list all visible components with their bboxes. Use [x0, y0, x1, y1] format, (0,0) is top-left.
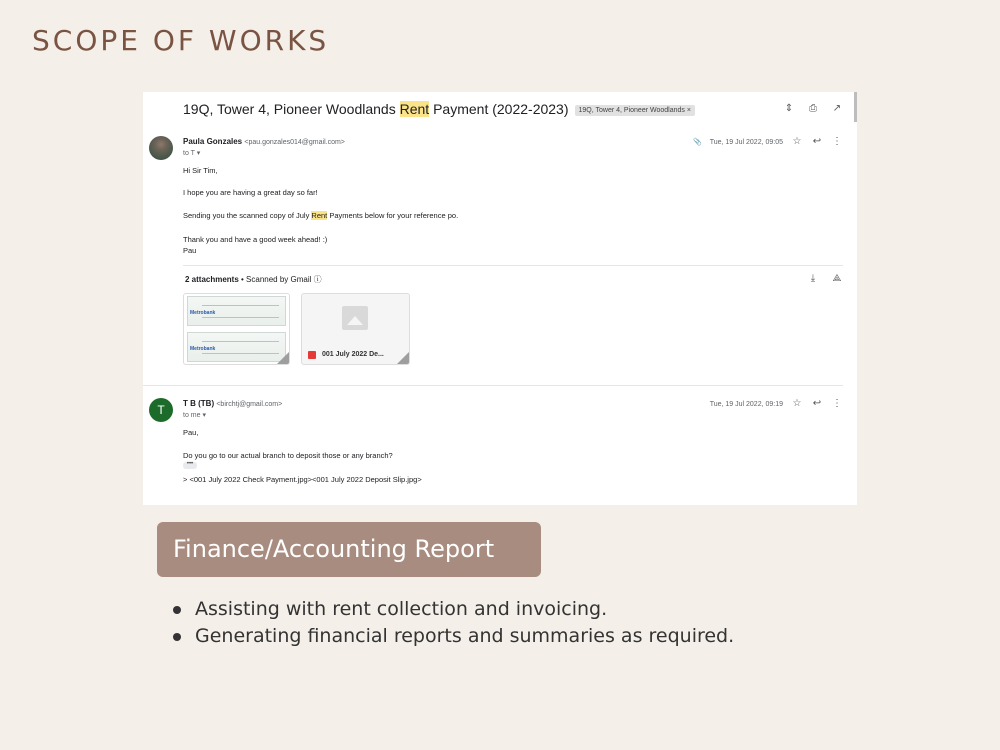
- star-icon[interactable]: ☆: [792, 398, 802, 409]
- section-badge-label: Finance/Accounting Report: [173, 535, 495, 563]
- attachments-header: [185, 274, 322, 285]
- timestamp: Tue, 19 Jul 2022, 09:19: [709, 400, 783, 408]
- sender-line: [183, 137, 345, 146]
- label-chip[interactable]: 19Q, Tower 4, Pioneer Woodlands ×: [575, 105, 695, 116]
- avatar[interactable]: T: [149, 398, 173, 422]
- check-image: [187, 296, 286, 326]
- body-line: I hope you are having a great day so far!: [183, 188, 318, 197]
- body-text: Sending you the scanned copy of July: [183, 211, 312, 220]
- reply-icon[interactable]: ↩: [812, 136, 822, 147]
- more-icon[interactable]: ⋮: [832, 136, 842, 147]
- recipient-dropdown[interactable]: to me ▾: [183, 412, 206, 419]
- download-icon[interactable]: ⤓: [810, 273, 816, 284]
- message-meta: [710, 398, 843, 410]
- attachment-thumbnail-check[interactable]: [183, 293, 290, 365]
- body-text: Payments below for your reference po.: [327, 211, 459, 220]
- fold-corner: [277, 352, 289, 364]
- divider: [183, 265, 843, 266]
- body-signoff: Pau: [183, 246, 197, 255]
- print-icon[interactable]: ⎙: [809, 103, 817, 114]
- sender-email: <birchtj@gmail.com>: [216, 401, 283, 408]
- scanned-note: • Scanned by Gmail ⓘ: [238, 275, 322, 284]
- subject-part-1: 19Q, Tower 4, Pioneer Woodlands: [183, 101, 400, 117]
- collapse-icon[interactable]: ⇕: [784, 103, 794, 114]
- paperclip-icon: 📎: [692, 139, 702, 146]
- bullet-item: Assisting with rent collection and invoicing.: [172, 596, 734, 623]
- image-file-icon: [308, 351, 316, 359]
- check-line: [202, 353, 279, 354]
- bullet-item: Generating financial reports and summaries as required.: [172, 623, 734, 650]
- body-greeting: Pau,: [183, 428, 199, 437]
- attachment-thumbnail-deposit[interactable]: [301, 293, 410, 365]
- sender-name[interactable]: T B (TB): [183, 399, 215, 408]
- attachments-count: 2 attachments: [185, 275, 239, 284]
- email-subject: [183, 101, 695, 117]
- page-heading: SCOPE OF WORKS: [32, 24, 330, 57]
- more-icon[interactable]: ⋮: [832, 398, 842, 409]
- image-placeholder-icon: [342, 306, 368, 330]
- attachment-filename: 001 July 2022 De...: [322, 351, 384, 358]
- sender-email: <pau.gonzales014@gmail.com>: [244, 139, 345, 146]
- section-badge: [157, 522, 541, 577]
- divider: [143, 385, 843, 386]
- bullet-list: [172, 596, 734, 650]
- bank-logo-text: Metrobank: [190, 310, 216, 316]
- body-line: Thank you and have a good week ahead! :): [183, 235, 328, 244]
- fold-corner: [397, 352, 409, 364]
- sender-line: [183, 399, 282, 408]
- check-line: [202, 305, 279, 306]
- scrollbar[interactable]: [854, 92, 857, 122]
- body-greeting: Hi Sir Tim,: [183, 166, 218, 175]
- sender-name[interactable]: Paula Gonzales: [183, 137, 243, 146]
- recipient-dropdown[interactable]: to T ▾: [183, 150, 201, 157]
- show-trimmed-content-button[interactable]: •••: [183, 462, 197, 469]
- thread-toolbar: [783, 103, 843, 115]
- body-line: Do you go to our actual branch to deposit those or any branch?: [183, 451, 393, 460]
- check-image: [187, 332, 286, 362]
- check-line: [202, 317, 279, 318]
- body-highlight: Rent: [311, 211, 328, 220]
- subject-highlight: Rent: [399, 101, 430, 117]
- timestamp: Tue, 19 Jul 2022, 09:05: [709, 138, 783, 146]
- email-screenshot: [143, 92, 857, 505]
- star-icon[interactable]: ☆: [792, 136, 802, 147]
- bank-logo-text: Metrobank: [190, 346, 216, 352]
- add-to-drive-icon[interactable]: ⟁: [832, 273, 842, 284]
- avatar[interactable]: [149, 136, 173, 160]
- quoted-text: > <001 July 2022 Check Payment.jpg><001 July 2022 Deposit Slip.jpg>: [183, 475, 422, 484]
- subject-part-2: Payment (2022-2023): [429, 101, 569, 117]
- message-meta: [693, 136, 843, 148]
- reply-icon[interactable]: ↩: [812, 398, 822, 409]
- check-line: [202, 341, 279, 342]
- open-new-window-icon[interactable]: ↗: [832, 103, 842, 114]
- body-line: [183, 211, 458, 220]
- attachment-actions: [807, 273, 843, 285]
